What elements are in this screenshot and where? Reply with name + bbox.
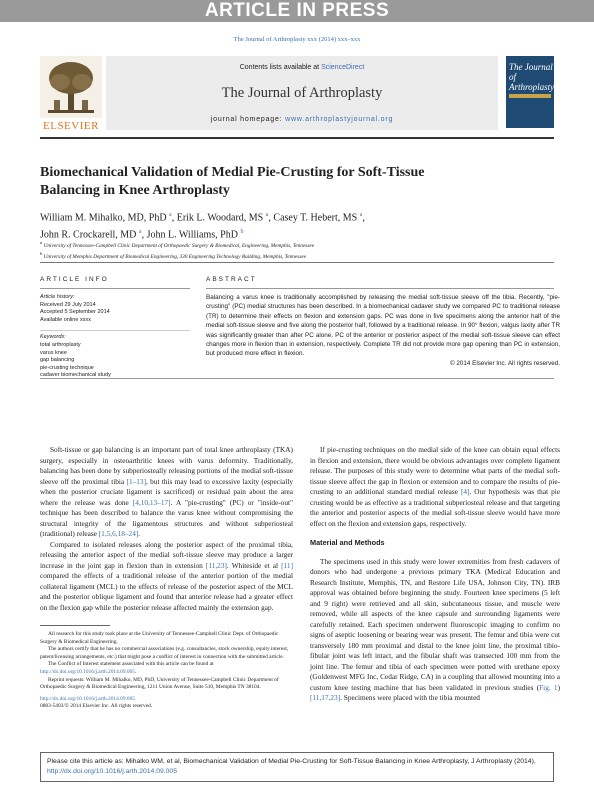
author-name[interactable]: Casey T. Hebert, MS	[273, 212, 358, 224]
header-divider	[40, 137, 554, 139]
affiliation-item: $^b$ University of Memphis Department of Biomedical Engineering, 330 Engineering Technology Building, Memphis, Tennessee	[40, 250, 307, 260]
citation-doi-link[interactable]: http://dx.doi.org/10.1016/j.arth.2014.09.005	[47, 768, 177, 775]
figure-link[interactable]: Fig. 1	[539, 682, 558, 692]
article-title: Biomechanical Validation of Medial Pie-Crusting for Soft-Tissue Balancing in Knee Arthroplasty	[40, 165, 425, 198]
abstract-end-rule	[40, 378, 554, 379]
journal-cover-thumbnail[interactable]	[506, 56, 554, 128]
history-item: Available online xxxx	[40, 316, 91, 323]
journal-title[interactable]: The Journal of Arthroplasty	[221, 85, 383, 101]
reference-link[interactable]: [11]	[281, 560, 293, 570]
affiliations	[40, 239, 510, 261]
homepage-label: journal homepage:	[210, 116, 283, 123]
footnotes	[40, 631, 295, 711]
affiliation-item: $^a$ University of Tennessee-Campbell Clinic Department of Orthopaedic Surgery & Biomedical, Engineering, Memphis, Tennessee	[40, 240, 315, 249]
history-item: Accepted 5 September 2014	[40, 309, 110, 316]
cover-stripe	[509, 94, 551, 98]
abstract-body	[206, 293, 560, 368]
contents-line	[106, 64, 498, 71]
article-in-press-banner	[0, 0, 594, 22]
article-info-heading: ARTICLE INFO	[40, 276, 109, 283]
affiliation-marker[interactable]: b	[240, 229, 244, 236]
footnote: The Conflict of Interest statement associated with this article can be found at http://dx.doi.org/10.1016/j.arth.2014.09.005.	[40, 661, 214, 675]
author-name[interactable]: Erik L. Woodard, MS	[176, 212, 264, 224]
reference-link[interactable]: [11,17,23]	[310, 693, 341, 702]
journal-homepage-line	[106, 116, 498, 123]
keyword-item: cadaver biomechanical study	[40, 372, 111, 379]
issn-line: 0883-5403/© 2014 Elsevier Inc. All rights reserved.	[40, 703, 153, 710]
abstract-heading: ABSTRACT	[206, 276, 257, 283]
history-item: Received 29 July 2014	[40, 301, 96, 308]
author-list: William M. Mihalko, MD, PhD $^a$, Erik L. Woodard, MS $^a$, Casey T. Hebert, MS $^a$, John R. Crockarell, MD $^a$, John L. Williams, PhD $^b$	[40, 212, 365, 241]
abstract-rule	[206, 288, 554, 289]
banner-text: ARTICLE IN PRESS	[204, 0, 390, 21]
body-right-column	[310, 445, 560, 704]
author-name[interactable]: John R. Crockarell, MD	[40, 229, 137, 241]
contents-prefix: Contents lists available at	[239, 64, 320, 71]
keyword-item: varus knee	[40, 349, 67, 356]
conflict-statement-link[interactable]: http://dx.doi.org/10.1016/j.arth.2014.09.005	[40, 668, 135, 675]
affiliation-marker[interactable]: a	[265, 212, 269, 218]
body-left-column	[40, 445, 293, 613]
doi-link[interactable]: http://dx.doi.org/10.1016/j.arth.2014.09.005	[40, 695, 135, 702]
keyword-item: gap balancing	[40, 357, 75, 364]
homepage-url-link[interactable]: www.arthroplastyjournal.org	[285, 116, 394, 123]
body-paragraph: If pie-crusting techniques on the medial side of the knee can obtain equal effects in flexion and extension, there would be obvious advantages over complete ligament release. The purposes of this study were to determine what parts of the medial soft-tissue sleeve affect the gap in flexion or extension and to compare the results of pie-crusting to an additional standard medial release [4]. Our hypothesis was that pie crusting would be as effective as a traditional subperiosteal release and that targeting the anterior and posterior aspects of the medial soft-tissue sleeve would have more effect on the flexion and extension gaps, respectively.	[310, 445, 560, 528]
affiliation-divider	[40, 262, 554, 263]
journal-title-box	[106, 56, 498, 130]
reference-link[interactable]: [11,23]	[205, 560, 227, 570]
body-paragraph: The specimens used in this study were lower extremities from fresh cadavers of donors who had undergone a previous primary TKA (Medical Education and Research Institute, Memphis, TN, and Restore Life USA, Johnson City, TN). IRB approval was obtained before beginning the study. Fourteen knee specimens (5 left and 9 right) were retrieved and all skin, subcutaneous tissue, and muscle were removed, while all aspects of the knee capsule and surrounding ligaments were carefully retained. Each specimen underwent fluoroscopic imaging to confirm no signs of aseptic loosening or bearing wear was present. The femur and tibia were cut transversely 180 mm proximal and distal to the knee joint line, the proximal tibio-fibular joint was left intact, and the fibular shaft was transected 100 mm from the joint line. The femur and tibia of each specimen were potted with urethane epoxy (Goldenwest MFG Inc, Cedar Ridge, CA) in a coupling that allowed mounting into a custom knee testing machine that has been validated in previous studies (Fig. 1) [11,17,23]. Specimens were placed with the tibia mounted	[310, 556, 560, 702]
affiliation-marker[interactable]: a	[169, 212, 172, 218]
body-paragraph: Soft-tissue or gap balancing is an important part of total knee arthroplasty (TKA) surgery, especially in osteoarthritic knees with varus deformity. Traditionally, balancing has been done by subperiosteally releasing portions of the medial soft-tissue sleeve off the proximal tibia [1–13], but this may lead to excessive laxity (especially when the posterior cruciate ligament is sacrificed) or residual pain about the area where the release was done [4,10,13–17]. A "pie-crusting" (PC) or "inside-out" technique has been described to balance the varus knee without compromising the structural integrity of the ligamentous structures and without subperiosteal (traditional) release [1,5,6,18–24].	[40, 445, 293, 538]
footnote: Reprint requests: William M. Mihalko, MD, PhD, University of Tennessee-Campbell Clinic Department of Orthopaedic Surgery & Biomedical Engineering, 1211 Union Avenue, Suite 510, Memphis TN 38104.	[40, 676, 279, 691]
journal-header	[40, 56, 554, 136]
footnote: All research for this study took place at the University of Tennessee-Campbell Clinic Dept. of Orthopaedic Surgery & Biomedical Engineering.	[40, 631, 279, 645]
affiliation-marker[interactable]: a	[138, 229, 142, 236]
journal-citation-line[interactable]: The Journal of Arthroplasty xxx (2014) xxx–xxx	[233, 36, 361, 43]
reference-link[interactable]: [4,10,13–17]	[132, 497, 171, 507]
elsevier-tree-logo[interactable]	[40, 56, 102, 130]
reference-link[interactable]: [4]	[460, 487, 470, 496]
cover-title: The Journal of Arthroplasty	[509, 62, 555, 92]
section-heading: Material and Methods	[310, 538, 385, 547]
keyword-item: total arthroplasty	[40, 341, 81, 348]
abstract-copyright: © 2014 Elsevier Inc. All rights reserved.	[450, 359, 560, 367]
body-paragraph: Compared to isolated releases along the posterior aspect of the proximal tibia, releasing the anterior aspect of the medial soft-tissue sleeve may produce a larger increase in the joint gap in flexion than in extension [11,23]. Whiteside et al [11] compared the effects of a traditional release of the anterior portion of the medial collateral ligament (MCL) to the effects of release of the posterior aspect of the MCL and the posterior oblique ligament and found that anterior release had a greater effect on the flexion gap while the posterior release affected mainly the extension gap.	[40, 539, 293, 612]
article-info-block	[40, 294, 190, 380]
publisher-name[interactable]: ELSEVIER	[43, 120, 99, 132]
citation-box	[40, 752, 554, 782]
affiliation-marker[interactable]: a	[359, 212, 363, 218]
author-name[interactable]: John L. Williams, PhD	[146, 229, 238, 241]
reference-link[interactable]: [1–13]	[126, 476, 147, 486]
keyword-item: pie-crusting technique	[40, 364, 94, 371]
abstract-text: Balancing a varus knee is traditionally accomplished by releasing the medial soft-tissue sleeve off the tibia. Recently, "pie-crusting" (PC) medial structures has been described. In a biomechanical cadaver study we compared PC to traditional release (TR) to determine their effects on flexion and extension gaps. PC was done in five specimens along the anterior half of the medial soft-tissue sleeve and five along the posterior half, followed by a traditional release. In 90° flexion, valgus laxity after TR was significantly greater than after PC alone. PC of the anterior or posterior aspect of the medial soft-tissue sleeve can effect changes more in flexion than in extension, respectively. Complete TR did not provide more gap opening than PC in extension, but produced more effect in flexion.	[206, 294, 560, 358]
author-name[interactable]: William M. Mihalko, MD, PhD	[40, 212, 167, 224]
reference-link[interactable]: [1,5,6,18–24]	[98, 529, 139, 538]
citation-text: Please cite this article as: Mihalko WM, et al, Biomechanical Validation of Medial Pie-Crusting for Soft-Tissue Balancing in Knee Arthroplasty, J Arthroplasty (2014),	[47, 758, 536, 765]
history-label: Article history:	[40, 294, 75, 300]
sciencedirect-link[interactable]: ScienceDirect	[321, 64, 365, 71]
footnote: The authors certify that he has no commercial associations (e.g. consultancies, stock ownership, equity interest, patent/licensing arrangements, etc.) that might pose a conflict of interest in connection with the submitted article.	[40, 646, 289, 660]
keywords-label: Keywords:	[40, 330, 190, 342]
footnote-divider	[40, 625, 110, 626]
article-info-rule	[40, 288, 190, 289]
